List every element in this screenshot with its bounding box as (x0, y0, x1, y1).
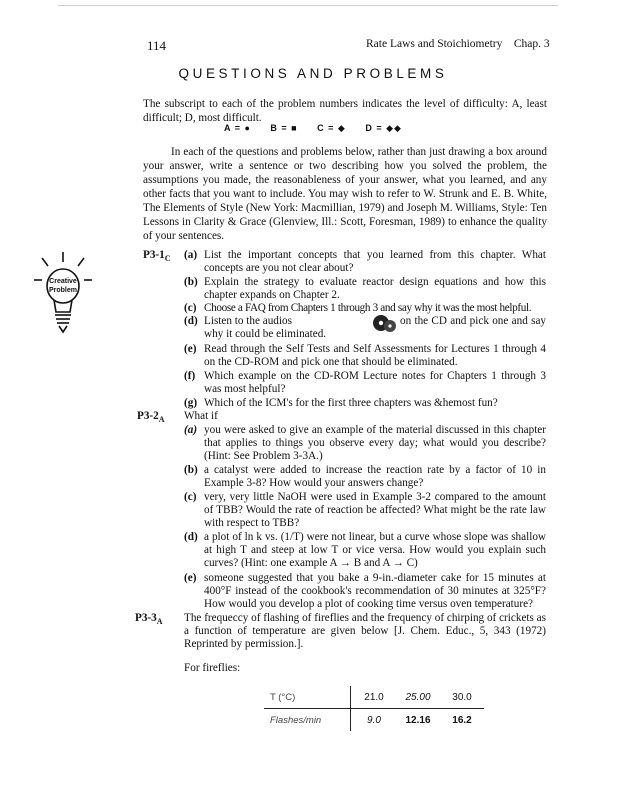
p3-1-a-label: (a) (184, 249, 198, 261)
legend-d: D = ◆◆ (365, 123, 402, 133)
table-row-temperature (264, 686, 484, 709)
p3-2-e-label: (e) (184, 572, 197, 584)
p3-2-d-text: a plot of ln k vs. (1/T) were not linear, but a curve whose slope was shallow at high T and steep at low T or vice versa. How would you explain such curves? (Hint: one example A → B and A → C) (204, 531, 546, 569)
legend-c: C = ◆ (317, 123, 346, 133)
problem-number-p3-1: $P3-1_C$ (143, 249, 171, 264)
temp-cell: 21.0 (352, 686, 396, 709)
p3-1-c-label: (c) (184, 302, 197, 314)
table-row-flashes (264, 709, 484, 732)
p3-3-text: The frequeccy of flashing of fireflies and the frequency of chirping of crickets as a function of temperature are given below [J. Chem. Educ., 5, 343 (1972) Reprinted by permission.]. (184, 612, 546, 650)
p3-1-f-label: (f) (184, 370, 196, 382)
chapter-label: Chap. 3 (513, 38, 550, 50)
firefly-data-table (264, 686, 484, 731)
p3-1-b-text: Explain the strategy to evaluate reactor design equations and how this chapter expands on Chapter 2. (204, 276, 546, 301)
p3-1-e-text: Read through the Self Tests and Self Assessments for Lectures 1 through 4 on the CD-ROM and pick one that should be eliminated. (204, 343, 546, 368)
p3-2-b-text: a catalyst were added to increase the reaction rate by a factor of 10 in Example 3-8? How would your answers change? (204, 464, 546, 489)
p3-2-b-label: (b) (184, 464, 198, 476)
page-number: 114 (147, 38, 167, 53)
p3-1-g-text: Which of the ICM's for the first three chapters was &hemost fun? (204, 397, 498, 409)
flashes-cell: 16.2 (452, 714, 472, 726)
p3-1-c-text: Choose a FAQ from Chapters 1 through 3 and say why it was the most helpful. (204, 302, 532, 314)
p3-1-b-label: (b) (184, 276, 198, 288)
p3-2-c-text: very, very little NaOH were used in Example 3-2 compared to the amount of TBB? Would the rate of reaction be affected? What might be the rate law with respect to TBB? (204, 491, 546, 529)
bulb-text-line2: Problem (48, 287, 78, 294)
flashes-cell: 9.0 (367, 714, 381, 726)
problem-number-p3-3: $P3-3_A$ (135, 612, 163, 627)
table-header-flashes: Flashes/min (270, 714, 322, 726)
p3-2-c-label: (c) (184, 491, 197, 503)
bulb-text-line1: Creative (49, 278, 77, 285)
top-rule (58, 5, 558, 6)
flashes-cell: 12.16 (405, 714, 431, 726)
creative-problem-bulb-icon (34, 250, 92, 334)
section-title: QUESTIONS AND PROBLEMS (178, 66, 448, 81)
p3-1-d-label: (d) (184, 315, 198, 327)
difficulty-legend (0, 123, 626, 134)
running-header (366, 38, 550, 50)
p3-2-heading: What if (184, 410, 218, 422)
p3-2-d-label: (d) (184, 531, 198, 543)
p3-1-g-label: (g) (184, 397, 198, 409)
table-header-temperature: T (°C) (264, 686, 351, 709)
p3-1-d-text-after: on the CD and pick one and say why it could be eliminated. (204, 315, 546, 340)
p3-2-a-text: you were asked to give an example of the material discussed in this chapter that applies to things you observe every day; what would you describe? (Hint: See Problem 3-3A.) (204, 424, 546, 462)
legend-b: B = ■ (270, 123, 298, 133)
instructions-paragraph: In each of the questions and problems below, rather than just drawing a box around your answer, write a sentence or two describing how you solved the problem, the assumptions you made, the reasonableness of your answer, what you learned, and any other facts that you want to include. You may wish to refer to W. Strunk and E. B. White, The Elements of Style (New York: Macmillian, 1979) and Joseph M. Williams, Style: Ten Lessons in Clarity & Grace (Glenview, Ill.: Scott, Foresman, 1989) to enhance the quality of your sentences. (143, 146, 547, 242)
p3-1-a-text: List the important concepts that you learned from this chapter. What concepts are you not clear about? (204, 249, 546, 274)
problem-number-p3-2: $P3-2_A$ (137, 410, 165, 425)
p3-3-subheading: For fireflies: (184, 662, 241, 674)
p3-1-e-label: (e) (184, 343, 197, 355)
p3-1-d-text-before: Listen to the audios (204, 315, 292, 327)
temp-cell: 25.00 (396, 686, 440, 709)
running-title: Rate Laws and Stoichiometry (366, 38, 503, 50)
intro-paragraph: The subscript to each of the problem numbers indicates the level of difficulty: A, least difficult; D, most difficult. (143, 98, 547, 124)
p3-1-f-text: Which example on the CD-ROM Lecture notes for Chapters 1 through 3 was most helpful? (204, 370, 546, 395)
legend-a: A = ● (224, 123, 251, 133)
p3-2-e-text: someone suggested that you bake a 9-in.-diameter cake for 15 minutes at 400°F instead of the cookbook's recommendation of 30 minutes at 325°F? How would you develop a plot of cooking time versus oven temperature? (204, 572, 546, 610)
temp-cell: 30.0 (440, 686, 484, 709)
p3-2-a-label: (a) (184, 424, 198, 436)
